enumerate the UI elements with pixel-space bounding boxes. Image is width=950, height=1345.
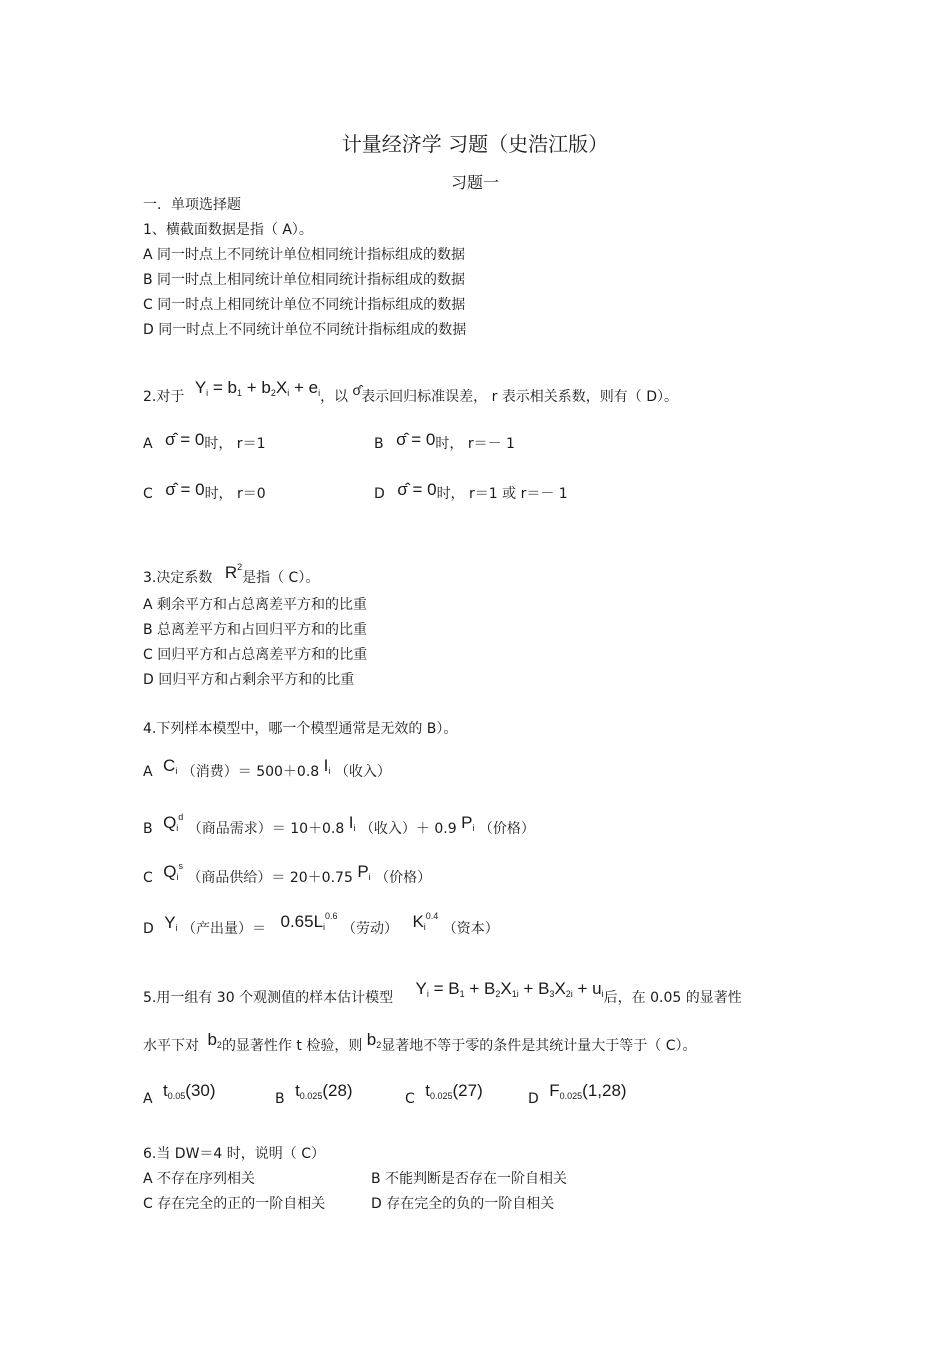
sigma-hat-symbol: σ̂	[352, 382, 362, 398]
c-i-symbol: $C_i$	[163, 756, 178, 776]
t-stat-formula: $t_{0.025}(27)$	[425, 1081, 483, 1101]
chapter-title: 习题一	[450, 173, 499, 192]
t-stat-formula: $t_{0.05}(30)$	[163, 1081, 216, 1101]
q5-option-a: A $t_{0.05}(30)$	[143, 1081, 216, 1107]
b2-symbol: $b_2$	[366, 1030, 382, 1050]
f-stat-formula: $F_{0.025}(1,28)$	[549, 1081, 627, 1101]
q3-stem: 3.决定系数 $R^2$是指（ C）。	[143, 562, 320, 586]
q5-model-formula: $Y_i = B_1 + B_2X_{1i} + B_3X_{2i} + u_i$	[415, 979, 604, 999]
q4-option-a: A $C_i$ （消费）＝ 500＋0.8 $I_i$ （收入）	[143, 756, 391, 780]
q2-model-formula: $Y_i = b_1 + b_2X_i + e_i$	[194, 378, 321, 398]
section-heading: 一．单项选择题	[143, 197, 241, 213]
q-demand-symbol: $Q_i^d$	[163, 812, 184, 833]
q6-option-a: A 不存在序列相关	[143, 1171, 256, 1187]
q1-option-b: B 同一时点上相同统计单位相同统计指标组成的数据	[143, 272, 466, 288]
q1-option-d: D 同一时点上不同统计单位不同统计指标组成的数据	[143, 322, 467, 338]
q2-c-formula: σ̂ = 0	[165, 480, 205, 499]
q2-stem	[143, 378, 679, 410]
q2-lead: 2.对于	[143, 389, 185, 405]
b2-symbol: $b_2$	[207, 1030, 222, 1050]
p-i-symbol: $P_i$	[357, 862, 371, 882]
i-i-symbol: $I_i$	[348, 813, 356, 833]
q5-stem-line2: 水平下对 $b_2$的显著性作 t 检验，则 $b_2$显著地不等于零的条件是其统计量大于等于（ C）。	[143, 1030, 697, 1054]
q2-mid: ，以	[320, 389, 349, 405]
q2-option-b: B σ̂ = 0时， r＝－ 1	[374, 430, 515, 452]
q2-a-formula: σ̂ = 0	[165, 430, 205, 449]
q2-option-d: D σ̂ = 0时， r＝1 或 r＝－ 1	[374, 480, 568, 502]
q1-stem: 1、横截面数据是指（ A）。	[143, 222, 313, 238]
t-stat-formula: $t_{0.025}(28)$	[295, 1081, 353, 1101]
q3-option-a: A 剩余平方和占总离差平方和的比重	[143, 597, 368, 613]
q4-option-b: B $Q_i^d$ （商品需求）＝ 10＋0.8 $I_i$ （收入）＋ 0.9 $P_i$ （价格）	[143, 812, 535, 837]
q3-option-c: C 回归平方和占总离差平方和的比重	[143, 647, 368, 663]
q5-stem-line1: 5.用一组有 30 个观测值的样本估计模型 $Y_i = B_1 + B_2X_{1i} + B_3X_{2i} + u_i$后，在 0.05 的显著性	[143, 979, 742, 1006]
q5-option-d: D $F_{0.025}(1,28)$	[528, 1081, 627, 1107]
q2-b-formula: σ̂ = 0	[396, 430, 436, 449]
labor-term-formula: $0.65L_i^{0.6}$	[280, 911, 338, 932]
q-supply-symbol: $Q_i^s$	[163, 861, 183, 882]
q6-option-d: D 存在完全的负的一阶自相关	[371, 1196, 555, 1212]
y-i-symbol: $Y_i$	[164, 913, 178, 933]
capital-term-formula: $K_i^{0.4}$	[412, 911, 439, 932]
q5-option-b: B $t_{0.025}(28)$	[275, 1081, 353, 1107]
q6-option-b: B 不能判断是否存在一阶自相关	[371, 1171, 568, 1187]
p-i-symbol: $P_i$	[461, 813, 475, 833]
q2-option-c: C σ̂ = 0时， r＝0	[143, 480, 266, 502]
q4-option-c: C $Q_i^s$ （商品供给）＝ 20＋0.75 $P_i$ （价格）	[143, 861, 432, 886]
q3-option-b: B 总离差平方和占回归平方和的比重	[143, 622, 368, 638]
page-title: 计量经济学 习题（史浩江版）	[341, 132, 609, 156]
q2-d-formula: σ̂ = 0	[397, 480, 437, 499]
q4-stem: 4.下列样本模型中，哪一个模型通常是无效的 B）。	[143, 721, 458, 737]
q3-option-d: D 回归平方和占剩余平方和的比重	[143, 672, 355, 688]
i-i-symbol: $I_i$	[323, 756, 331, 776]
q5-option-c: C $t_{0.025}(27)$	[405, 1081, 483, 1107]
q1-option-c: C 同一时点上相同统计单位不同统计指标组成的数据	[143, 297, 466, 313]
q2-tail: 表示回归标准误差， r 表示相关系数，则有（ D）。	[361, 389, 679, 405]
q1-option-a: A 同一时点上不同统计单位相同统计指标组成的数据	[143, 247, 466, 263]
q6-option-c: C 存在完全的正的一阶自相关	[143, 1196, 326, 1212]
q6-stem: 6.当 DW＝4 时，说明（ C）	[143, 1146, 326, 1162]
q4-option-d: D $Y_i$ （产出量）＝ $0.65L_i^{0.6}$ （劳动） $K_i^{0.4}$ （资本）	[143, 911, 499, 937]
r-squared-symbol: $R^2$	[224, 562, 243, 582]
q2-option-a: A σ̂ = 0时， r＝1	[143, 430, 266, 452]
